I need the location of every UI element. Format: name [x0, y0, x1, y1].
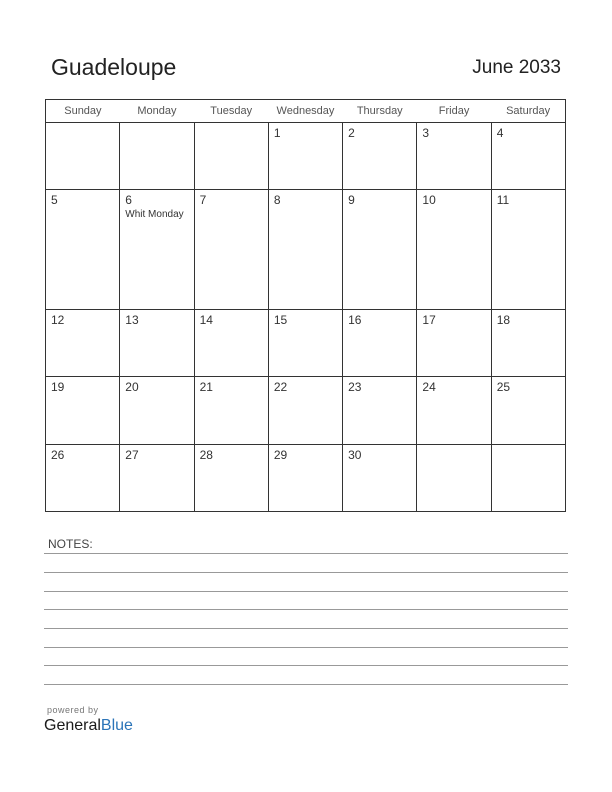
day-number: 16 [348, 313, 362, 327]
day-cell [343, 310, 417, 377]
powered-by-text: powered by [47, 705, 99, 715]
day-number: 11 [496, 193, 510, 208]
day-number: 4 [496, 126, 504, 140]
day-cell [268, 123, 342, 190]
day-cell [268, 190, 342, 310]
day-number: 10 [422, 193, 436, 208]
day-cell [417, 123, 491, 190]
day-cell [46, 190, 120, 310]
day-cell [46, 123, 120, 190]
day-number: 23 [348, 380, 362, 395]
day-cell [268, 310, 342, 377]
day-cell [268, 377, 342, 444]
day-cell [46, 310, 120, 377]
weekday-sunday: Sunday [46, 100, 120, 123]
day-number: 28 [199, 447, 213, 462]
weekday-monday: Monday [120, 100, 194, 123]
week-row [46, 310, 566, 377]
day-number: 22 [273, 380, 288, 395]
weekday-header-row [46, 100, 566, 123]
weekday-wednesday: Wednesday [268, 100, 342, 123]
note-line [44, 647, 568, 648]
day-number: 24 [422, 380, 436, 395]
day-cell [491, 444, 565, 511]
weekday-friday: Friday [417, 100, 491, 123]
day-number: 8 [273, 193, 281, 208]
weekday-saturday: Saturday [491, 100, 565, 123]
day-cell [194, 123, 268, 190]
day-cell [194, 190, 268, 310]
day-cell [120, 123, 194, 190]
note-line [44, 628, 568, 629]
calendar-grid [45, 99, 566, 512]
day-number: 25 [496, 380, 511, 395]
day-cell [194, 377, 268, 444]
day-cell [343, 444, 417, 511]
day-number: 5 [51, 193, 58, 208]
day-number: 7 [199, 193, 207, 208]
day-number: 15 [273, 313, 288, 327]
day-number: 2 [348, 126, 355, 140]
day-number: 13 [125, 313, 139, 327]
day-cell [343, 377, 417, 444]
notes-label: NOTES: [48, 537, 93, 551]
calendar-month-title: June 2033 [472, 57, 561, 78]
note-line [44, 591, 568, 592]
day-cell [268, 444, 342, 511]
day-number: 9 [348, 193, 355, 208]
weekday-thursday: Thursday [343, 100, 417, 123]
day-number: 12 [51, 313, 65, 327]
day-cell [417, 377, 491, 444]
day-cell [417, 190, 491, 310]
day-cell [417, 444, 491, 511]
day-cell [120, 190, 194, 310]
note-line [44, 684, 568, 685]
day-cell [120, 444, 194, 511]
brand-general: General [44, 717, 101, 734]
day-cell [491, 310, 565, 377]
day-cell [491, 190, 565, 310]
day-cell [46, 444, 120, 511]
note-line [44, 553, 568, 554]
week-row [46, 190, 566, 310]
day-number: 30 [348, 447, 362, 462]
day-number: 14 [199, 313, 213, 327]
day-number: 1 [273, 126, 281, 140]
day-number: 18 [496, 313, 511, 327]
day-cell [417, 310, 491, 377]
day-cell [491, 123, 565, 190]
generalblue-logo [44, 717, 133, 735]
day-cell [343, 190, 417, 310]
day-number: 3 [422, 126, 430, 140]
week-row [46, 377, 566, 444]
day-number: 17 [422, 313, 436, 327]
note-line [44, 572, 568, 573]
day-cell [120, 310, 194, 377]
week-row [46, 444, 566, 511]
note-line [44, 665, 568, 666]
day-number: 21 [199, 380, 213, 395]
note-line [44, 609, 568, 610]
brand-blue: Blue [100, 717, 133, 734]
day-cell [120, 377, 194, 444]
week-row [46, 123, 566, 190]
weekday-tuesday: Tuesday [194, 100, 268, 123]
day-number: 20 [125, 380, 139, 395]
day-cell [46, 377, 120, 444]
day-cell [194, 444, 268, 511]
day-number: 27 [125, 447, 139, 462]
holiday-label: Whit Monday [125, 209, 184, 221]
day-number: 6 [125, 193, 132, 208]
day-cell [491, 377, 565, 444]
day-cell [194, 310, 268, 377]
day-number: 26 [51, 447, 65, 462]
calendar-country-title: Guadeloupe [51, 54, 177, 80]
day-cell [343, 123, 417, 190]
day-number: 19 [51, 380, 65, 395]
day-number: 29 [273, 447, 288, 462]
